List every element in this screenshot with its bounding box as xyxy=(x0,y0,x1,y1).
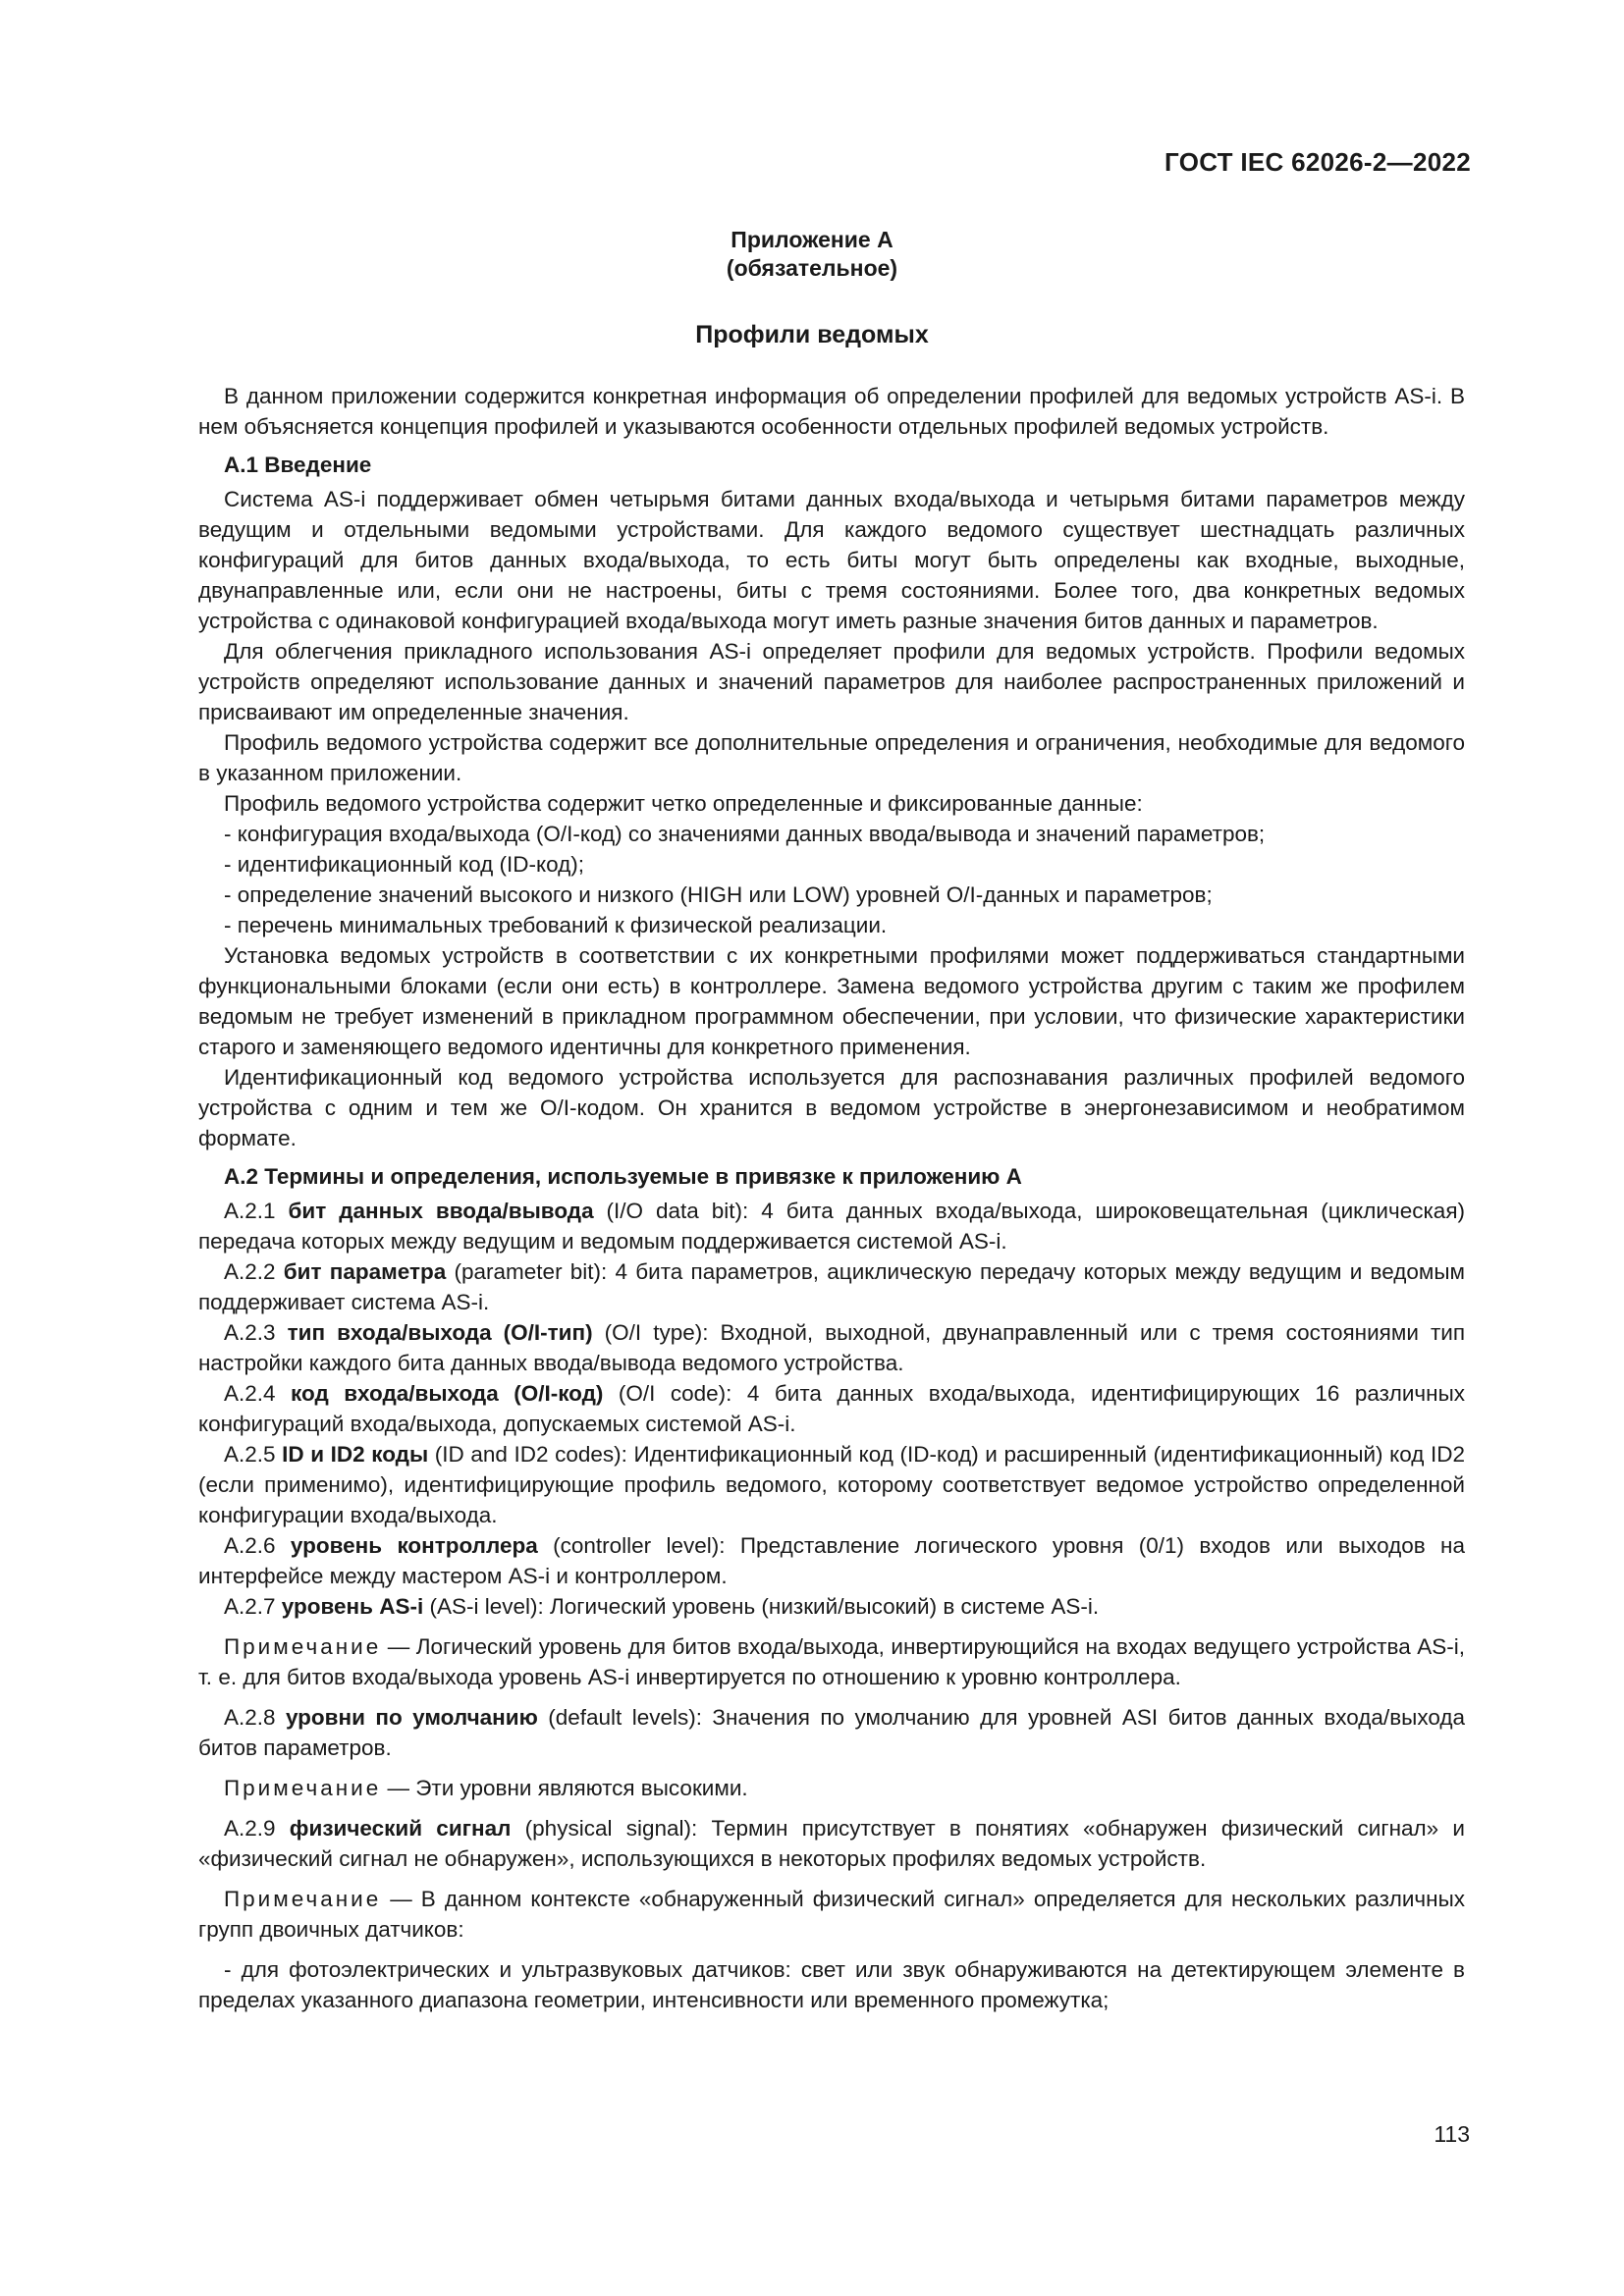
term-number: А.2.2 xyxy=(224,1259,284,1284)
term-number: А.2.4 xyxy=(224,1381,292,1406)
a1-paragraph: Система AS-i поддерживает обмен четырьмя битами данных входа/выхода и четырьмя битами параметров между ведущим и отдельными ведомыми устройствами. Для каждого ведомого существует шестнадцать различных конфигураций для битов данных входа/выхода, то есть биты могут быть определены как входные, выходные, двунаправленные или, если они не настроены, биты с тремя состояниями. Более того, два конкретных ведомых устройства с одинаковой конфигурацией входа/выхода могут иметь разные значения битов данных и параметров. xyxy=(198,487,1465,633)
list-item: - определение значений высокого и низкого (HIGH или LOW) уровней O/I-данных и параметров; xyxy=(224,882,1213,907)
intro-paragraph: В данном приложении содержится конкретная информация об определении профилей для ведомых устройств AS-i. В нем объясняется концепция профилей и указываются особенности отдельных профилей ведомых устройств. xyxy=(198,384,1465,439)
term-definition xyxy=(198,1378,1465,1439)
a1-paragraph: Для облегчения прикладного использования AS-i определяет профили для ведомых устройств. Профили ведомых устройств определяют использование данных и значений параметров для наиболее распространенных приложений и присваивают им определенные значения. xyxy=(198,639,1465,724)
term-number: А.2.1 xyxy=(224,1199,289,1223)
a2-heading: А.2 Термины и определения, используемые в привязке к приложению А xyxy=(224,1164,1022,1189)
term-text: (parameter bit): 4 бита параметров, ациклическую передачу которых между ведущим и ведомым поддерживает система AS-i. xyxy=(198,1259,1466,1314)
a1-heading: А.1 Введение xyxy=(224,453,372,477)
appendix-title: Приложение А xyxy=(731,227,893,252)
list-item: - перечень минимальных требований к физической реализации. xyxy=(224,913,888,937)
term-text: (physical signal): Термин присутствует в понятиях «обнаружен физический сигнал» и «физический сигнал не обнаружен», использующихся в некоторых профилях ведомых устройств. xyxy=(198,1816,1465,1871)
note-text: — В данном контексте «обнаруженный физический сигнал» определяется для нескольких различных групп двоичных датчиков: xyxy=(198,1887,1465,1942)
term-definition xyxy=(198,1317,1465,1378)
term-text: (AS-i level): Логический уровень (низкий/высокий) в системе AS-i. xyxy=(423,1594,1100,1619)
term-name: ID и ID2 коды xyxy=(282,1442,429,1467)
term-number: А.2.9 xyxy=(224,1816,290,1841)
section-title: Профили ведомых xyxy=(695,321,929,348)
term-definition xyxy=(198,1196,1465,1256)
note-text: — Эти уровни являются высокими. xyxy=(381,1776,748,1800)
term-number: А.2.8 xyxy=(224,1705,286,1730)
note-label: Примечание xyxy=(224,1776,382,1800)
term-definition xyxy=(198,1256,1465,1317)
term-text: (ID and ID2 codes): Идентификационный код (ID-код) и расширенный (идентификационный) код ID2 (если применимо), идентифицирующие профиль ведомого, которому соответствует ведомое устройство определенной конфигурации входа/выхода. xyxy=(198,1442,1465,1527)
term-number: А.2.5 xyxy=(224,1442,283,1467)
term-text: (controller level): Представление логического уровня (0/1) входов или выходов на интерфейсе между мастером AS-i и контроллером. xyxy=(198,1533,1465,1588)
term-name: бит данных ввода/вывода xyxy=(288,1199,594,1223)
note xyxy=(198,1631,1465,1692)
term-name: физический сигнал xyxy=(289,1816,512,1841)
term-definition xyxy=(198,1813,1465,1874)
list-item: - для фотоэлектрических и ультразвуковых датчиков: свет или звук обнаруживаются на детектирующем элементе в пределах указанного диапазона геометрии, интенсивности или временного промежутка; xyxy=(198,1957,1465,2012)
term-name: уровень контроллера xyxy=(290,1533,538,1558)
appendix-heading xyxy=(0,226,1624,283)
note-label: Примечание xyxy=(224,1887,382,1911)
term-name: бит параметра xyxy=(283,1259,447,1284)
page-number: 113 xyxy=(1434,2121,1470,2147)
term-definition xyxy=(198,1591,1465,1622)
term-number: А.2.7 xyxy=(224,1594,282,1619)
term-name: уровни по умолчанию xyxy=(285,1705,538,1730)
appendix-status: (обязательное) xyxy=(726,255,898,281)
note-text: — Логический уровень для битов входа/выхода, инвертирующийся на входах ведущего устройства AS-i, т. е. для битов входа/выхода уровень AS-i инвертируется по отношению к уровню контроллера. xyxy=(198,1634,1465,1689)
term-name: уровень AS-i xyxy=(281,1594,424,1619)
standard-code: ГОСТ IEC 62026-2—2022 xyxy=(1164,147,1471,177)
term-definition xyxy=(198,1702,1465,1763)
a1-paragraph: Идентификационный код ведомого устройства используется для распознавания различных профилей ведомого устройства с одним и тем же O/I-кодом. Он хранится в ведомом устройстве в энергонезависимом и необратимом формате. xyxy=(198,1065,1465,1150)
list-item: - конфигурация входа/выхода (O/I-код) со значениями данных ввода/вывода и значений параметров; xyxy=(224,822,1266,846)
term-definition xyxy=(198,1439,1465,1530)
term-name: код входа/выхода (O/I-код) xyxy=(291,1381,604,1406)
note-label: Примечание xyxy=(224,1634,382,1659)
note xyxy=(198,1773,1465,1803)
term-text: (I/O data bit): 4 бита данных входа/выхода, широковещательная (циклическая) передача которых между ведущим и ведомым поддерживается системой AS-i. xyxy=(198,1199,1465,1254)
term-text: (O/I code): 4 бита данных входа/выхода, идентифицирующих 16 различных конфигураций входа/выхода, допускаемых системой AS-i. xyxy=(198,1381,1465,1436)
term-text: (O/I type): Входной, выходной, двунаправленный или с тремя состояниями тип настройки каждого бита данных ввода/вывода ведомого устройства. xyxy=(198,1320,1465,1375)
term-name: тип входа/выхода (O/I-тип) xyxy=(287,1320,593,1345)
a1-paragraph: Профиль ведомого устройства содержит четко определенные и фиксированные данные: xyxy=(224,791,1143,816)
term-definition xyxy=(198,1530,1465,1591)
term-text: (default levels): Значения по умолчанию для уровней ASI битов данных входа/выхода битов параметров. xyxy=(198,1705,1465,1760)
document-body xyxy=(198,381,1465,2015)
list-item: - идентификационный код (ID-код); xyxy=(224,852,584,877)
term-number: А.2.3 xyxy=(224,1320,288,1345)
note xyxy=(198,1884,1465,1945)
a1-paragraph: Установка ведомых устройств в соответствии с их конкретными профилями может поддерживаться стандартными функциональными блоками (если они есть) в контроллере. Замена ведомого устройства другим с таким же профилем ведомым не требует изменений в прикладном программном обеспечении, при условии, что физические характеристики старого и заменяющего ведомого идентичны для конкретного применения. xyxy=(198,943,1465,1059)
term-number: А.2.6 xyxy=(224,1533,291,1558)
a1-paragraph: Профиль ведомого устройства содержит все дополнительные определения и ограничения, необходимые для ведомого в указанном приложении. xyxy=(198,730,1465,785)
